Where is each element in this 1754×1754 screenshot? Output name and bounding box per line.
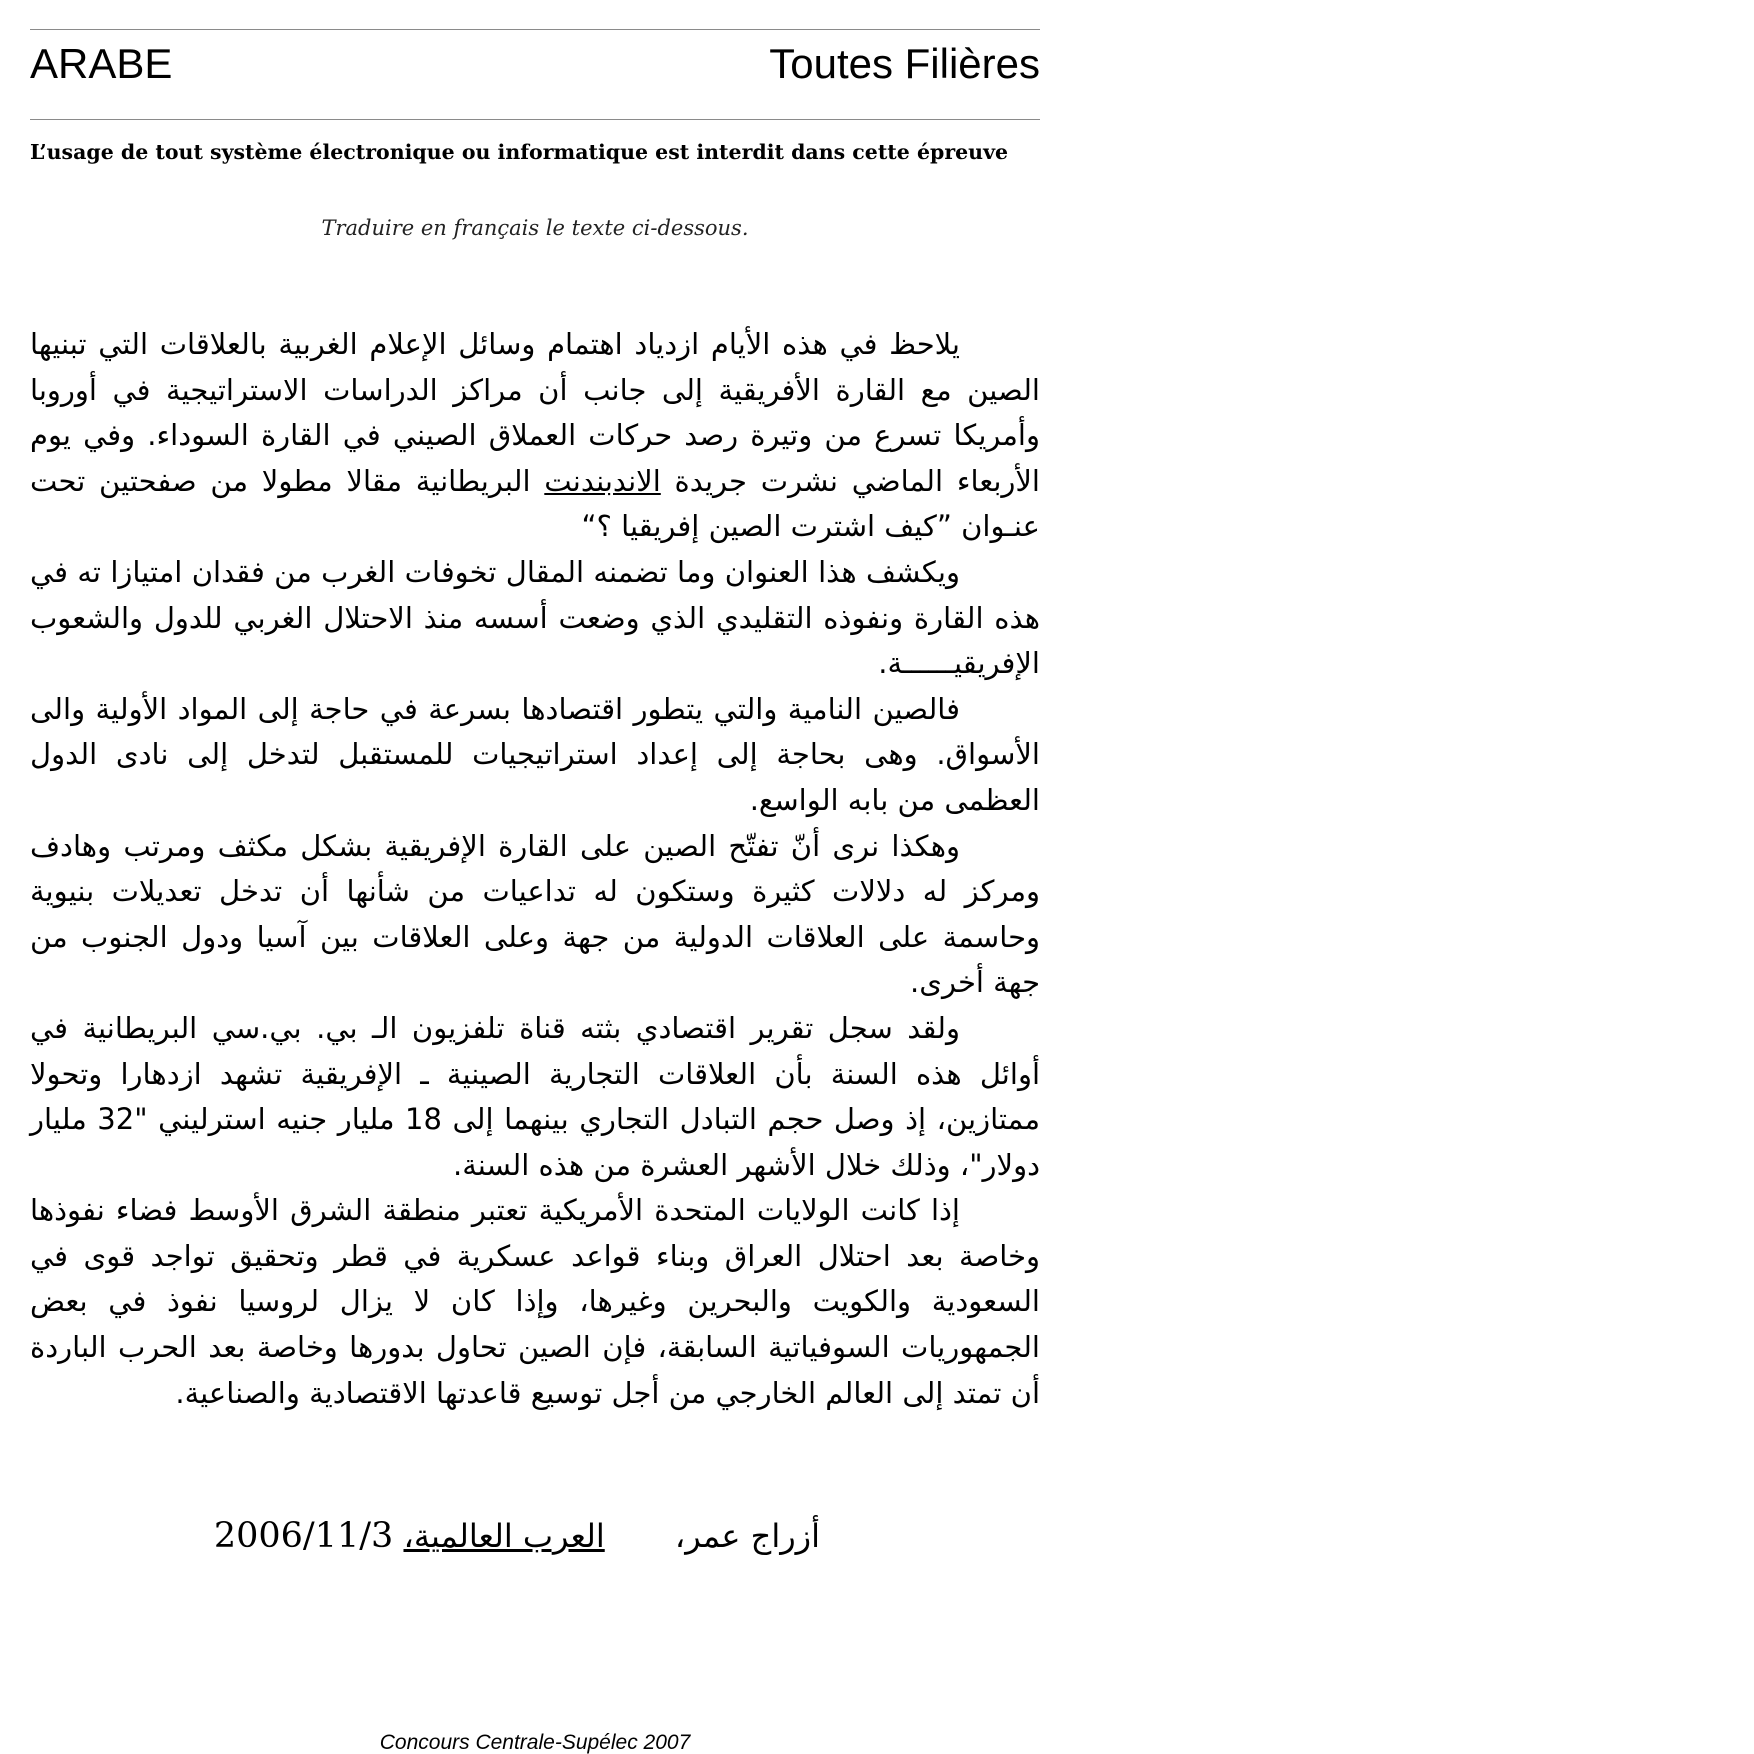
paragraph-2: ويكشف هذا العنوان وما تضمنه المقال تخوفات الغرب من فقدان امتيازا ته في هذه القارة ونفوذه التقليدي الذي وضعت أسسه منذ الاحتلال الغربي للدول والشعوب الإفريقيــــــة.	[30, 554, 1040, 681]
header-divider	[30, 119, 1040, 120]
paragraph-1	[30, 322, 1040, 550]
page-footer: Concours Centrale-Supélec 2007	[379, 1731, 691, 1754]
paragraph-5: ولقد سجل تقرير اقتصادي بثته قناة تلفزيون الـ بي. بي.سي البريطانية في أوائل هذه السنة بأن العلاقات التجارية الصينية ـ الإفريقية تشهد ازدهارا وتحولا ممتازين، إذ وصل حجم التبادل التجاري بينهما إلى 18 مليار جنيه استرليني "32 مليار دولار"، وذلك خلال الأشهر العشرة من هذه السنة.	[30, 1010, 1040, 1182]
paragraph-3: فالصين النامية والتي يتطور اقتصادها بسرعة في حاجة إلى المواد الأولية والى الأسواق. وهى بحاجة إلى إعداد استراتيجيات للمستقبل لتدخل إلى نادى الدول العظمى من بابه الواسع.	[30, 691, 1040, 817]
source-citation	[200, 1512, 820, 1560]
citation-author: أزراج عمر،	[674, 1517, 820, 1555]
electronics-notice: L’usage de tout système électronique ou informatique est interdit dans cette épreuve	[30, 140, 1009, 164]
paragraph-1-part-a: يلاحظ في هذه الأيام ازدياد اهتمام وسائل الإعلام الغربية بالعلاقات التي تبنيها الصين مع القارة الأفريقية إلى جانب أن مراكز الدراسات الاستراتيجية في أوروبا وأمريكا تسرع من وتيرة رصد حركات العملاق الصيني في القارة السوداء. وفي يوم الأربعاء الماضي نشرت جريدة	[30, 327, 1040, 498]
citation-newspaper: العرب العالمية،	[403, 1517, 605, 1555]
top-divider	[30, 29, 1040, 30]
paragraph-1-part-b: البريطانية مقالا مطولا من صفحتين تحت عنـوان ”كيف اشترت الصين إفريقيا ؟“	[30, 463, 1040, 544]
track-title: Toutes Filières	[769, 40, 1040, 87]
newspaper-name: الاندبندنت	[544, 463, 661, 498]
subject-title: ARABE	[30, 40, 173, 87]
citation-date: 2006/11/3	[213, 1516, 394, 1556]
paragraph-6: إذا كانت الولايات المتحدة الأمريكية تعتبر منطقة الشرق الأوسط فضاء نفوذها وخاصة بعد احتلال العراق وبناء قواعد عسكرية في قطر وتحقيق تواجد قوى في السعودية والكويت والبحرين وغيرها، وإذا كان لا يزال لروسيا نفوذ في بعض الجمهوريات السوفياتية السابقة، فإن الصين تحاول بدورها وخاصة بعد الحرب الباردة أن تمتد إلى العالم الخارجي من أجل توسيع قاعدتها الاقتصادية والصناعية.	[30, 1193, 1040, 1410]
arabic-text	[30, 322, 1040, 1416]
paragraph-4: وهكذا نرى أنّ تفتّح الصين على القارة الإفريقية بشكل مكثف ومرتب وهادف ومركز له دلالات كثيرة وستكون له تداعيات من شأنها أن تدخل تعديلات بنيوية وحاسمة على العلاقات الدولية من جهة وعلى العلاقات بين آسيا ودول الجنوب من جهة أخرى.	[30, 828, 1040, 1000]
translation-instruction: Traduire en français le texte ci-dessous.	[321, 216, 749, 240]
